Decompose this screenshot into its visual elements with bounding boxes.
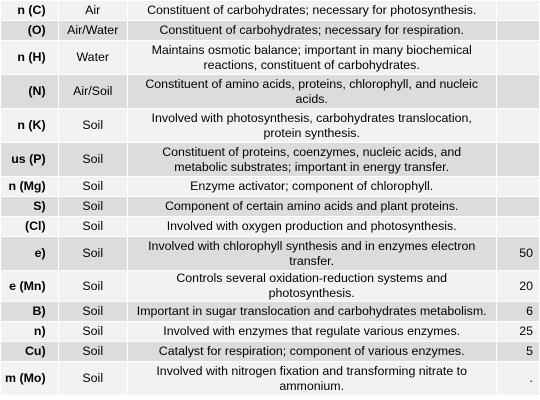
table-row (1, 41, 540, 75)
function-cell: Constituent of amino acids, proteins, chlorophyll, and nucleic acids. (127, 75, 496, 109)
extra-cell (496, 109, 540, 143)
element-cell: m (Mo) (1, 362, 59, 396)
function-cell: Constituent of carbohydrates; necessary for photosynthesis. (127, 1, 496, 21)
function-cell: Involved with enzymes that regulate various enzymes. (127, 322, 496, 342)
extra-cell: 25 (496, 322, 540, 342)
extra-cell (496, 177, 540, 197)
function-cell: Involved with oxygen production and photosynthesis. (127, 217, 496, 237)
source-cell: Soil (58, 217, 127, 237)
extra-cell: 5 (496, 342, 540, 362)
element-cell: S) (1, 197, 59, 217)
source-cell: Air/Water (58, 21, 127, 41)
table-row (1, 177, 540, 197)
extra-cell: . (496, 362, 540, 396)
source-cell: Soil (58, 271, 127, 302)
element-cell: n) (1, 322, 59, 342)
function-cell: Constituent of proteins, coenzymes, nucleic acids, and metabolic substrates; important in energy transfer. (127, 143, 496, 177)
element-cell: us (P) (1, 143, 59, 177)
element-cell: B) (1, 302, 59, 322)
extra-cell (496, 41, 540, 75)
function-cell: Constituent of carbohydrates; necessary for respiration. (127, 21, 496, 41)
element-cell: n (C) (1, 1, 59, 21)
function-cell: Component of certain amino acids and plant proteins. (127, 197, 496, 217)
element-cell: e) (1, 237, 59, 271)
function-cell: Involved with chlorophyll synthesis and in enzymes electron transfer. (127, 237, 496, 271)
table-row (1, 237, 540, 271)
source-cell: Water (58, 41, 127, 75)
extra-cell (496, 217, 540, 237)
extra-cell (496, 1, 540, 21)
table-row (1, 75, 540, 109)
extra-cell (496, 143, 540, 177)
table-row (1, 217, 540, 237)
table-row (1, 109, 540, 143)
element-cell: (Cl) (1, 217, 59, 237)
table-row (1, 302, 540, 322)
source-cell: Soil (58, 302, 127, 322)
table-row (1, 143, 540, 177)
element-cell: n (K) (1, 109, 59, 143)
source-cell: Soil (58, 177, 127, 197)
table-row (1, 342, 540, 362)
extra-cell (496, 75, 540, 109)
source-cell: Air/Soil (58, 75, 127, 109)
function-cell: Controls several oxidation-reduction systems and photosynthesis. (127, 271, 496, 302)
function-cell: Involved with photosynthesis, carbohydrates translocation, protein synthesis. (127, 109, 496, 143)
source-cell: Soil (58, 237, 127, 271)
extra-cell: 20 (496, 271, 540, 302)
table-row (1, 1, 540, 21)
table-row (1, 322, 540, 342)
function-cell: Involved with nitrogen fixation and transforming nitrate to ammonium. (127, 362, 496, 396)
element-cell: (N) (1, 75, 59, 109)
source-cell: Soil (58, 362, 127, 396)
element-cell: n (Mg) (1, 177, 59, 197)
table-row (1, 362, 540, 396)
function-cell: Catalyst for respiration; component of various enzymes. (127, 342, 496, 362)
extra-cell: 6 (496, 302, 540, 322)
source-cell: Soil (58, 109, 127, 143)
element-cell: (O) (1, 21, 59, 41)
source-cell: Air (58, 1, 127, 21)
extra-cell (496, 197, 540, 217)
function-cell: Maintains osmotic balance; important in many biochemical reactions, constituent of carbohydrates. (127, 41, 496, 75)
extra-cell: 50 (496, 237, 540, 271)
table-row (1, 197, 540, 217)
source-cell: Soil (58, 197, 127, 217)
table-row (1, 21, 540, 41)
function-cell: Enzyme activator; component of chlorophyll. (127, 177, 496, 197)
extra-cell (496, 21, 540, 41)
source-cell: Soil (58, 143, 127, 177)
function-cell: Important in sugar translocation and carbohydrates metabolism. (127, 302, 496, 322)
element-cell: n (H) (1, 41, 59, 75)
source-cell: Soil (58, 322, 127, 342)
element-cell: Cu) (1, 342, 59, 362)
source-cell: Soil (58, 342, 127, 362)
table-row (1, 271, 540, 302)
element-cell: e (Mn) (1, 271, 59, 302)
